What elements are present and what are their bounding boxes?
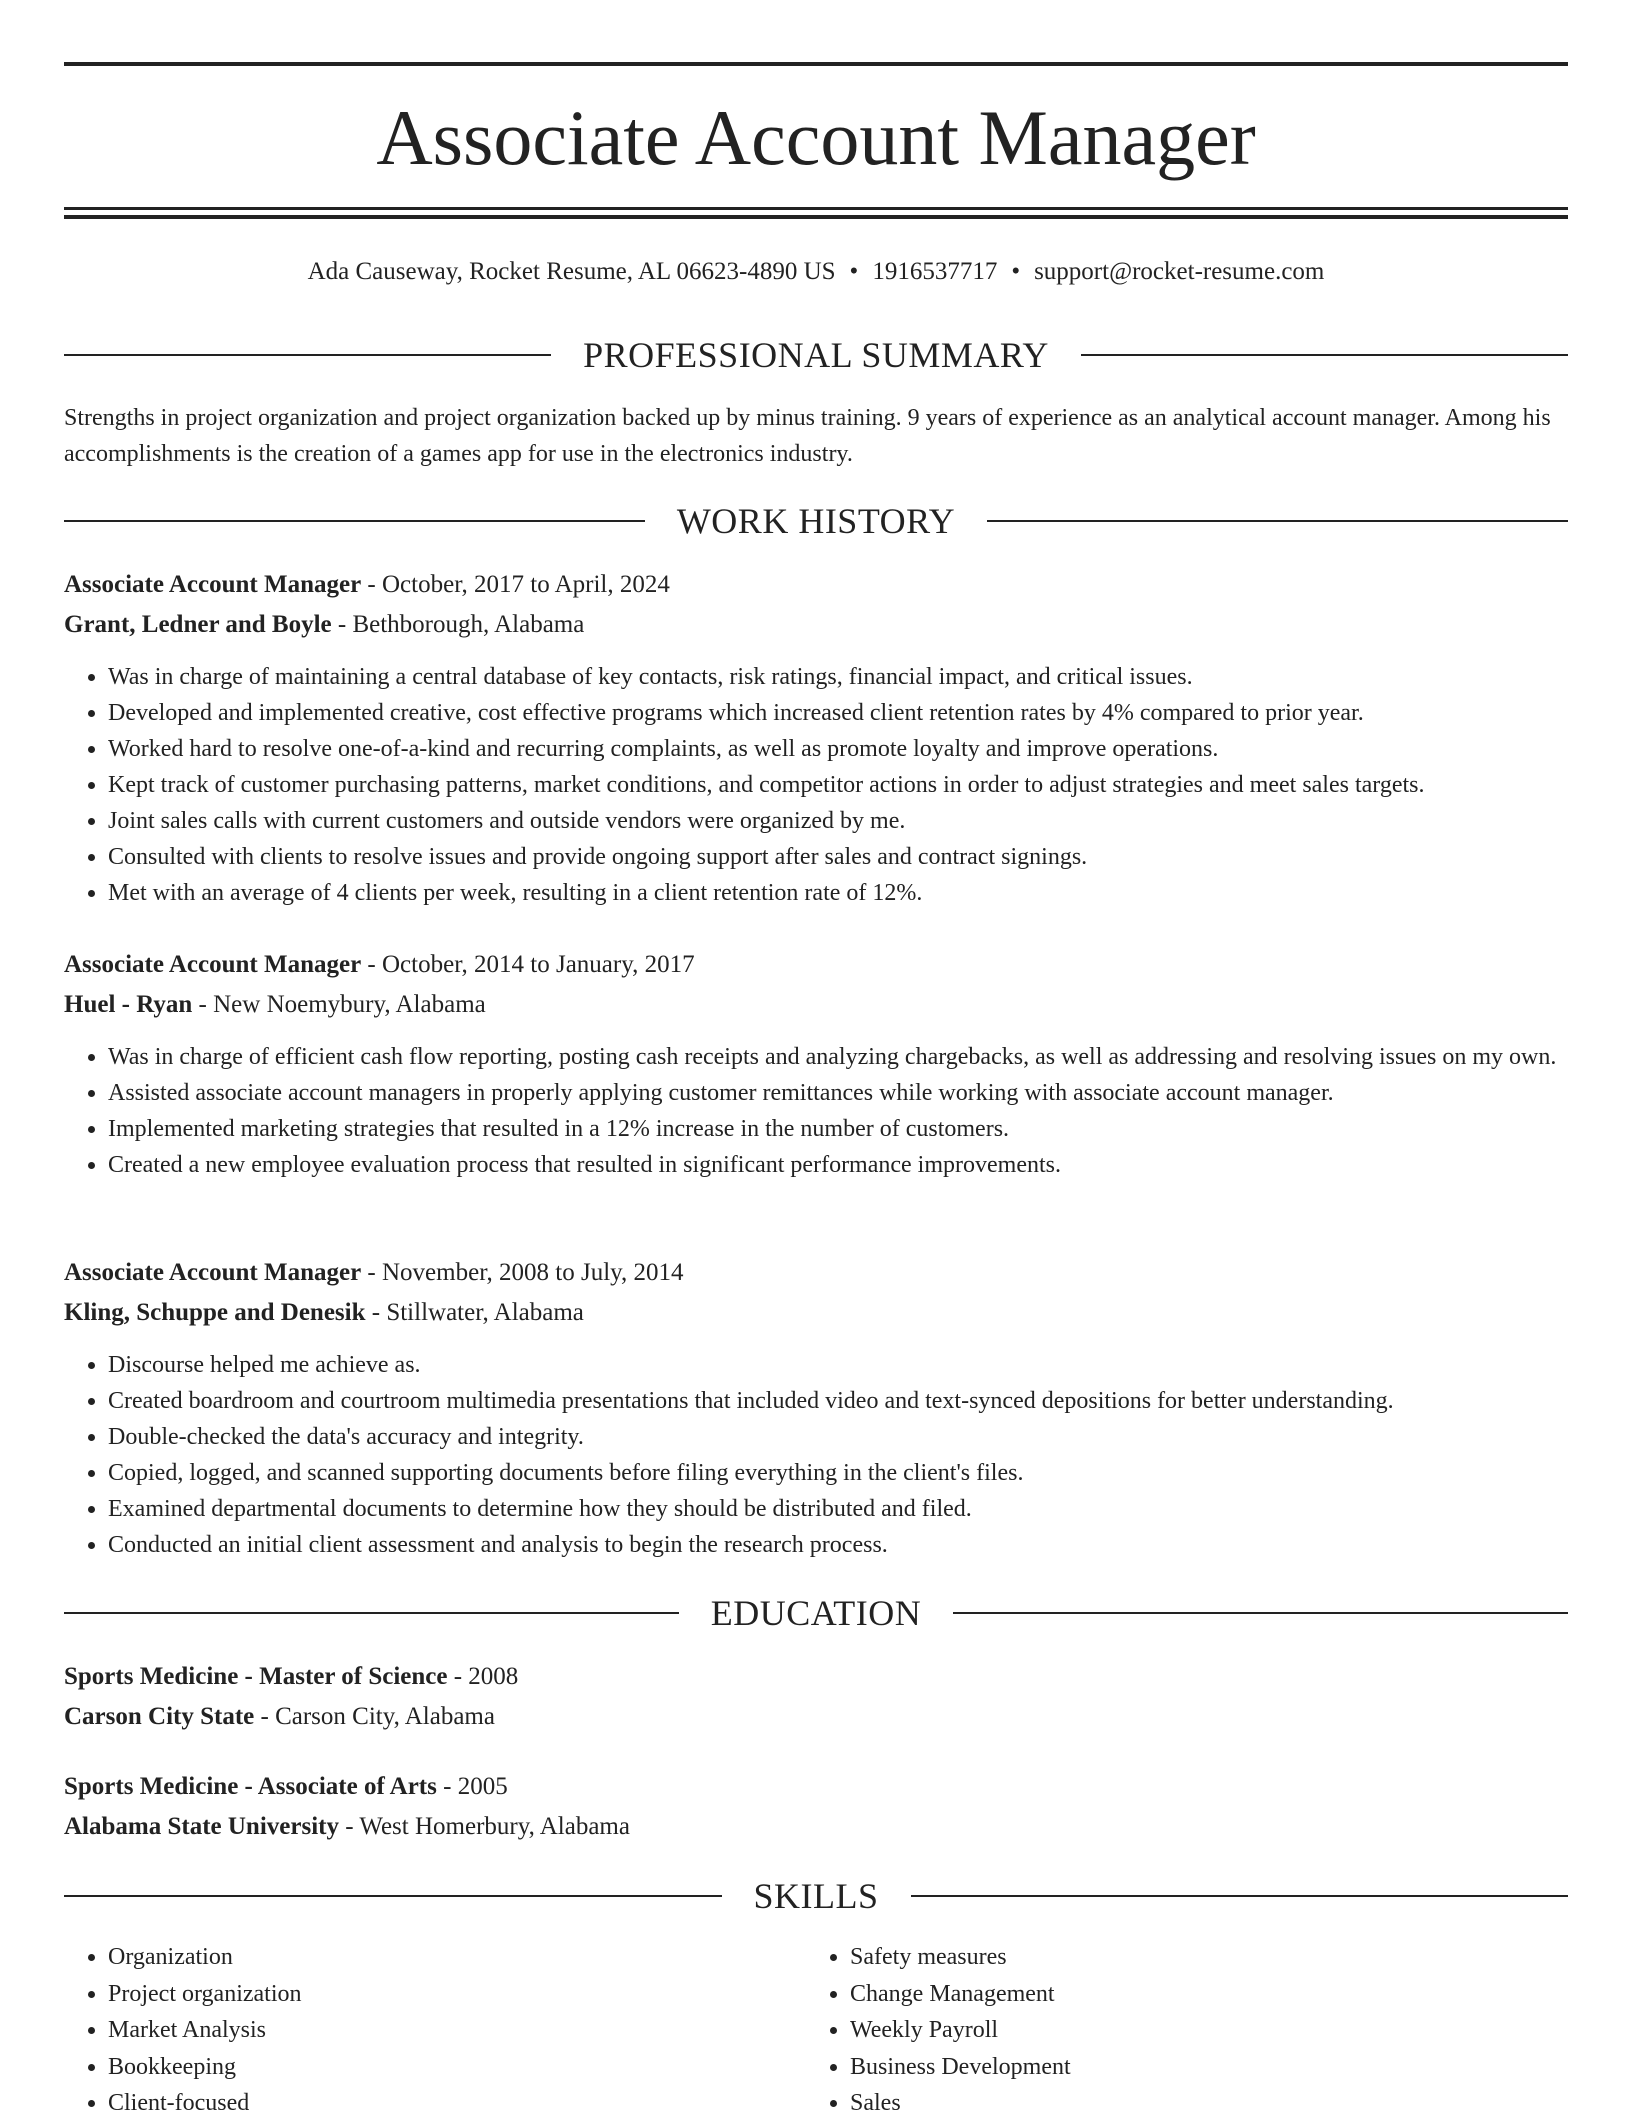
job-location: - Stillwater, Alabama <box>365 1299 584 1326</box>
list-item: • Created boardroom and courtroom multimedia presentations that included video and text-synced depositions for better understanding. <box>108 1383 1568 1419</box>
list-item: • Conducted an initial client assessment and analysis to begin the research process. <box>108 1527 1568 1563</box>
section-heading-work-history <box>64 499 1568 543</box>
list-item: • Developed and implemented creative, cost effective programs which increased client retention rates by 4% compared to prior year. <box>108 695 1568 731</box>
job-role: Associate Account Manager <box>64 1259 362 1286</box>
list-item: • Implemented marketing strategies that resulted in a 12% increase in the number of customers. <box>108 1111 1568 1147</box>
contact-separator: • <box>1011 258 1021 285</box>
section-title: EDUCATION <box>710 1593 922 1633</box>
job-bullets <box>64 1347 1568 1563</box>
job-company: Kling, Schuppe and Denesik <box>64 1299 366 1326</box>
education-year: - 2008 <box>447 1663 519 1690</box>
job-dates: - November, 2008 to July, 2014 <box>361 1259 684 1286</box>
job-entry <box>64 945 1568 1025</box>
education-year: - 2005 <box>436 1773 508 1800</box>
job-dates: - October, 2014 to January, 2017 <box>361 951 695 978</box>
heading-rule <box>1081 354 1568 356</box>
job-company: Grant, Ledner and Boyle <box>64 611 332 638</box>
list-item: • Consulted with clients to resolve issues and provide ongoing support after sales and contract signings. <box>108 839 1568 875</box>
job-company: Huel - Ryan <box>64 991 193 1018</box>
list-item: • Met with an average of 4 clients per week, resulting in a client retention rate of 12%. <box>108 875 1568 911</box>
list-item: • Copied, logged, and scanned supporting documents before filing everything in the client's files. <box>108 1455 1568 1491</box>
list-item: • Discourse helped me achieve as. <box>108 1347 1568 1383</box>
section-heading-education <box>64 1591 1568 1635</box>
contact-address: Ada Causeway, Rocket Resume, AL 06623-4890 US <box>307 258 836 285</box>
heading-rule <box>953 1612 1568 1614</box>
section-title: WORK HISTORY <box>676 501 956 541</box>
job-role: Associate Account Manager <box>64 571 362 598</box>
skill-item: • Bookkeeping <box>108 2049 808 2086</box>
list-item: • Was in charge of efficient cash flow reporting, posting cash receipts and analyzing chargebacks, as well as addressing and resolving issues on my own. <box>108 1039 1568 1075</box>
job-bullets <box>64 1039 1568 1183</box>
top-rule <box>64 62 1568 66</box>
job-dates: - October, 2017 to April, 2024 <box>361 571 670 598</box>
education-school: Carson City State <box>64 1703 255 1730</box>
heading-rule <box>64 1612 679 1614</box>
skills-list-right <box>806 1939 1550 2122</box>
list-item: • Worked hard to resolve one-of-a-kind and recurring complaints, as well as promote loyalty and improve operations. <box>108 731 1568 767</box>
heading-rule <box>64 354 551 356</box>
contact-phone: 1916537717 <box>872 258 998 285</box>
heading-rule <box>64 1895 722 1897</box>
skill-item: • Client-focused <box>108 2085 808 2122</box>
heading-rule <box>911 1895 1569 1897</box>
education-location: - West Homerbury, Alabama <box>338 1813 630 1840</box>
skill-item: • Project organization <box>108 1976 808 2013</box>
summary-text: Strengths in project organization and project organization backed up by minus training. 9 years of experience as an analytical account manager. Among his accomplishments is the creation of a games app for use in the electronics industry. <box>64 405 1551 467</box>
list-item: • Double-checked the data's accuracy and integrity. <box>108 1419 1568 1455</box>
section-heading-summary <box>64 333 1568 377</box>
list-item: • Examined departmental documents to determine how they should be distributed and filed. <box>108 1491 1568 1527</box>
education-degree: Sports Medicine - Associate of Arts <box>64 1773 437 1800</box>
skill-item: • Weekly Payroll <box>850 2012 1550 2049</box>
title-rule-lower <box>64 215 1568 219</box>
education-entry <box>64 1767 1568 1847</box>
skill-item: • Change Management <box>850 1976 1550 2013</box>
job-bullets <box>64 659 1568 911</box>
contact-separator: • <box>849 258 859 285</box>
list-item: • Kept track of customer purchasing patterns, market conditions, and competitor actions in order to adjust strategies and meet sales targets. <box>108 767 1568 803</box>
list-item: • Created a new employee evaluation process that resulted in significant performance improvements. <box>108 1147 1568 1183</box>
skill-item: • Organization <box>108 1939 808 1976</box>
page-title: Associate Account Manager <box>376 94 1256 181</box>
title-rule-upper <box>64 207 1568 210</box>
job-entry <box>64 565 1568 645</box>
job-location: - Bethborough, Alabama <box>331 611 585 638</box>
skills-list-left <box>64 1939 808 2122</box>
education-location: - Carson City, Alabama <box>254 1703 495 1730</box>
section-title: SKILLS <box>753 1876 879 1916</box>
education-degree: Sports Medicine - Master of Science <box>64 1663 448 1690</box>
skill-item: • Market Analysis <box>108 2012 808 2049</box>
education-entry <box>64 1657 1568 1737</box>
heading-rule <box>64 520 645 522</box>
contact-line <box>64 254 1568 290</box>
contact-email: support@rocket-resume.com <box>1034 258 1325 285</box>
job-entry <box>64 1253 1568 1333</box>
section-heading-skills <box>64 1874 1568 1918</box>
list-item: • Assisted associate account managers in properly applying customer remittances while working with associate account manager. <box>108 1075 1568 1111</box>
list-item: • Joint sales calls with current customers and outside vendors were organized by me. <box>108 803 1568 839</box>
skill-item: • Business Development <box>850 2049 1550 2086</box>
section-title: PROFESSIONAL SUMMARY <box>583 335 1049 375</box>
job-role: Associate Account Manager <box>64 951 362 978</box>
heading-rule <box>987 520 1568 522</box>
list-item: • Was in charge of maintaining a central database of key contacts, risk ratings, financial impact, and critical issues. <box>108 659 1568 695</box>
job-location: - New Noemybury, Alabama <box>192 991 486 1018</box>
skill-item: • Safety measures <box>850 1939 1550 1976</box>
education-school: Alabama State University <box>64 1813 339 1840</box>
skill-item: • Sales <box>850 2085 1550 2122</box>
